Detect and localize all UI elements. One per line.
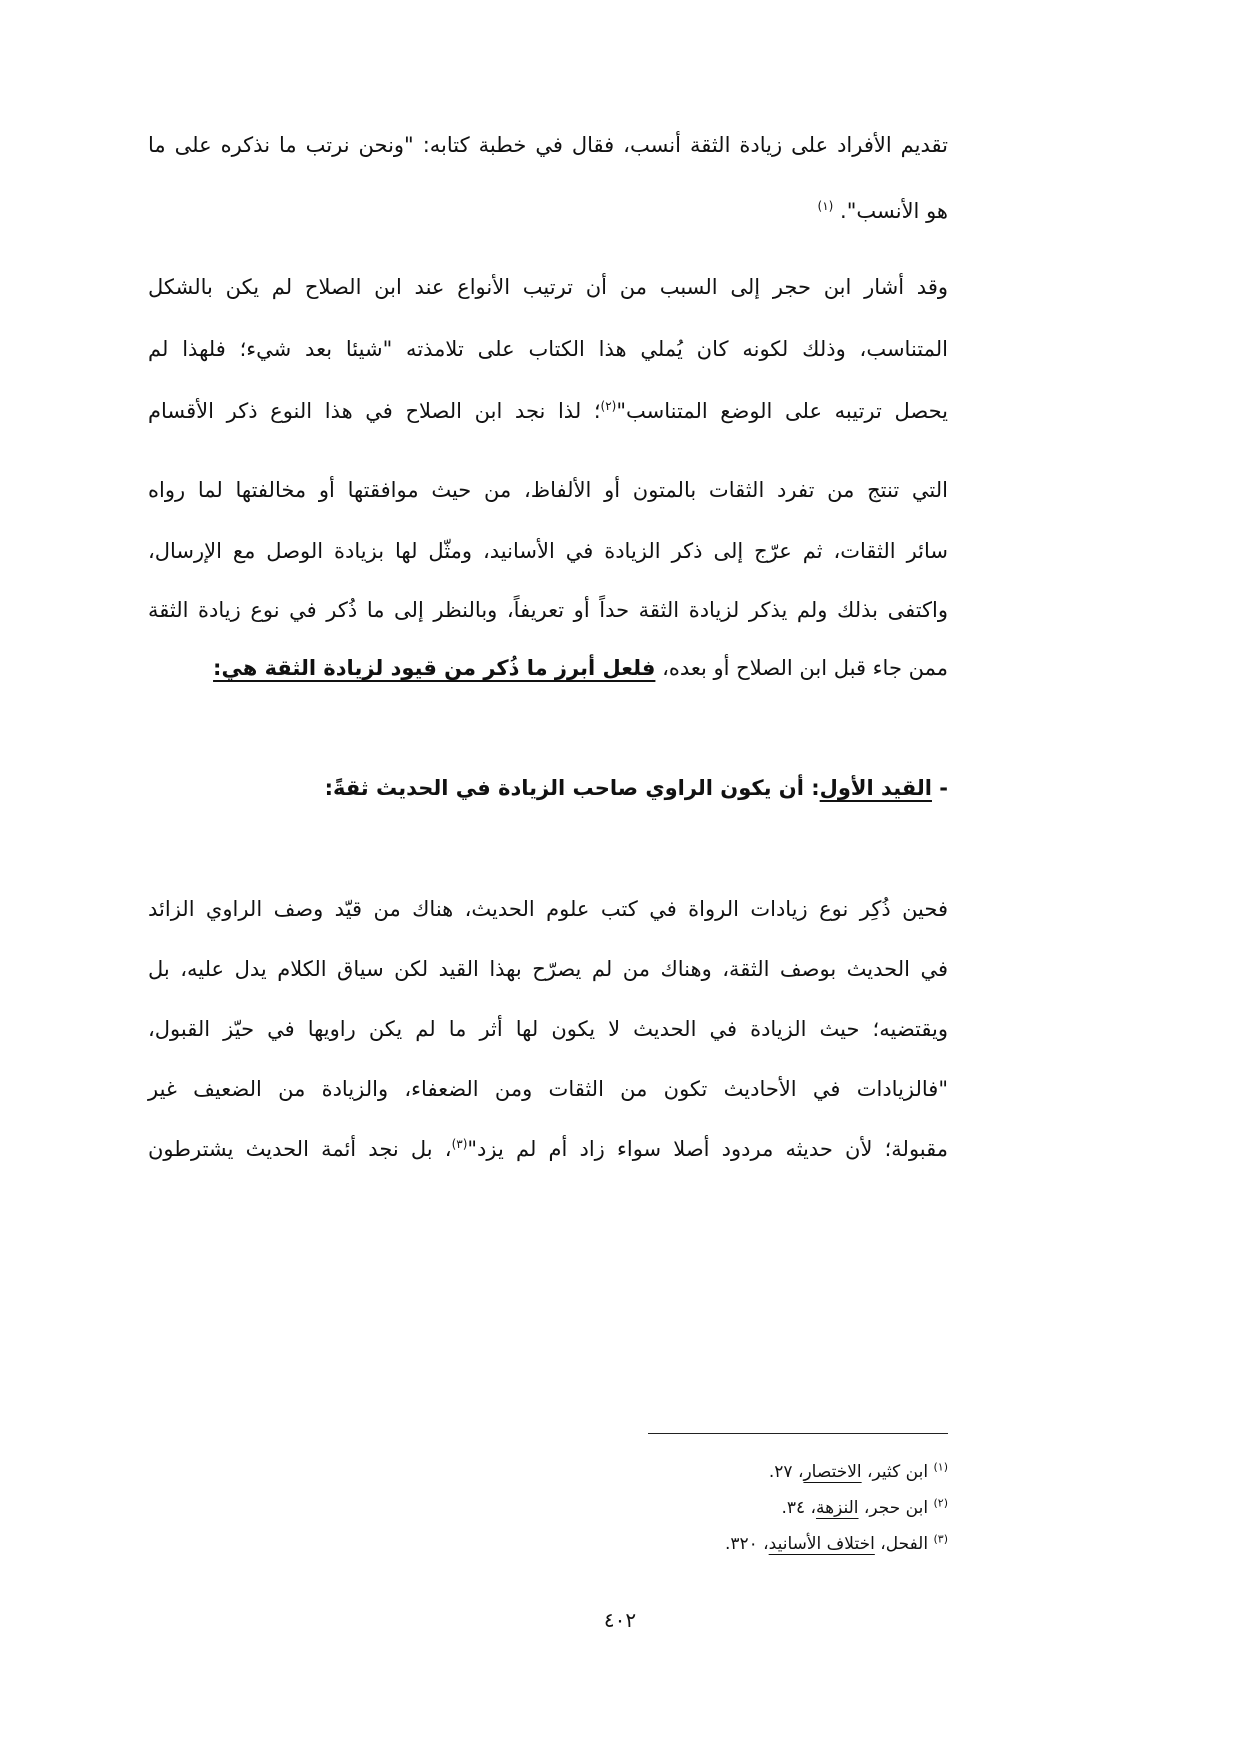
footnote-item [769,1458,948,1486]
paragraph-3-line-4: "فالزيادات في الأحاديث تكون من الثقات ومن الضعفاء، والزيادة من الضعيف غير [148,1077,948,1101]
paragraph-3-line-1: فحين ذُكِر نوع زيادات الرواة في كتب علوم الحديث، هناك من قيّد وصف الراوي الزائد [148,897,948,921]
heading-dash: - [931,776,948,800]
paragraph-3-line-5 [148,1131,948,1167]
paragraph-2-line-1: وقد أشار ابن حجر إلى السبب من أن ترتيب الأنواع عند ابن الصلاح لم يكن بالشكل [148,275,948,299]
paragraph-1-line-2 [148,193,948,229]
footnote-item [725,1530,948,1558]
footnote-title: اختلاف الأسانيد [768,1534,875,1554]
paragraph-2-line-7-plain: ممن جاء قبل ابن الصلاح أو بعده، [655,656,948,680]
heading-text: : أن يكون الراوي صاحب الزيادة في الحديث ثقةً: [324,776,820,800]
footnote-item [781,1494,948,1522]
paragraph-1-line-1: تقديم الأفراد على زيادة الثقة أنسب، فقال في خطبة كتابه: "ونحن نرتب ما نذكره على ما [148,133,948,157]
footnote-number: (١) [933,1460,948,1474]
footnote-author: ابن حجر، [858,1498,929,1518]
footnote-title: الاختصار [803,1462,862,1482]
footnote-number: (٣) [933,1532,948,1546]
paragraph-3-line-5-b: ، بل نجد أئمة الحديث يشترطون [148,1137,452,1161]
footnote-rest: ، ٣٢٠. [724,1534,769,1554]
heading-label: القيد الأول [819,776,932,800]
paragraph-2-line-7 [148,650,948,686]
paragraph-2-line-5: سائر الثقات، ثم عرّج إلى ذكر الزيادة في الأسانيد، ومثّل لها بزيادة الوصل مع الإرسال، [148,539,948,563]
footnote-ref-1[interactable]: (١) [817,199,834,213]
emphasis-text: فلعل أبرز ما ذُكر من قيود لزيادة الثقة هي: [213,656,656,680]
paragraph-2-line-3-a: يحصل ترتيبه على الوضع المتناسب" [616,399,948,423]
footnote-author: ابن كثير، [861,1462,929,1482]
footnote-divider [648,1433,948,1434]
paragraph-2-line-3-b: ؛ لذا نجد ابن الصلاح في هذا النوع ذكر الأقسام [148,399,601,423]
paragraph-3-line-2: في الحديث بوصف الثقة، وهناك من لم يصرّح بهذا القيد لكن سياق الكلام يدل عليه، بل [148,957,948,981]
paragraph-3-line-3: ويقتضيه؛ حيث الزيادة في الحديث لا يكون لها أثر ما لم يكن راويها في حيّز القبول، [148,1017,948,1041]
document-page [148,0,948,1754]
paragraph-1-line-2-text: هو الأنسب". [840,199,948,223]
paragraph-2-line-4: التي تنتج من تفرد الثقات بالمتون أو الألفاظ، من حيث موافقتها أو مخالفتها لما رواه [148,478,948,502]
paragraph-2-line-3 [148,393,948,429]
footnote-author: الفحل، [874,1534,929,1554]
footnote-number: (٢) [933,1496,948,1510]
footnote-ref-3[interactable]: (٣) [451,1137,468,1151]
page-number: ٤٠٢ [603,1608,637,1632]
footnote-title: النزهة [816,1498,859,1518]
footnote-ref-2[interactable]: (٢) [600,399,617,413]
paragraph-2-line-6: واكتفى بذلك ولم يذكر لزيادة الثقة حداً أو تعريفاً، وبالنظر إلى ما ذُكر في نوع زيادة الثقة [148,598,948,622]
footnote-rest: ، ٣٤. [781,1498,817,1518]
paragraph-3-line-5-a: مقبولة؛ لأن حديثه مردود أصلا سواء زاد أم لم يزد" [467,1137,948,1161]
section-heading [148,770,948,806]
footnote-rest: ، ٢٧. [768,1462,804,1482]
paragraph-2-line-2: المتناسب، وذلك لكونه كان يُملي هذا الكتاب على تلامذته "شيئا بعد شيء؛ فلهذا لم [148,337,948,361]
